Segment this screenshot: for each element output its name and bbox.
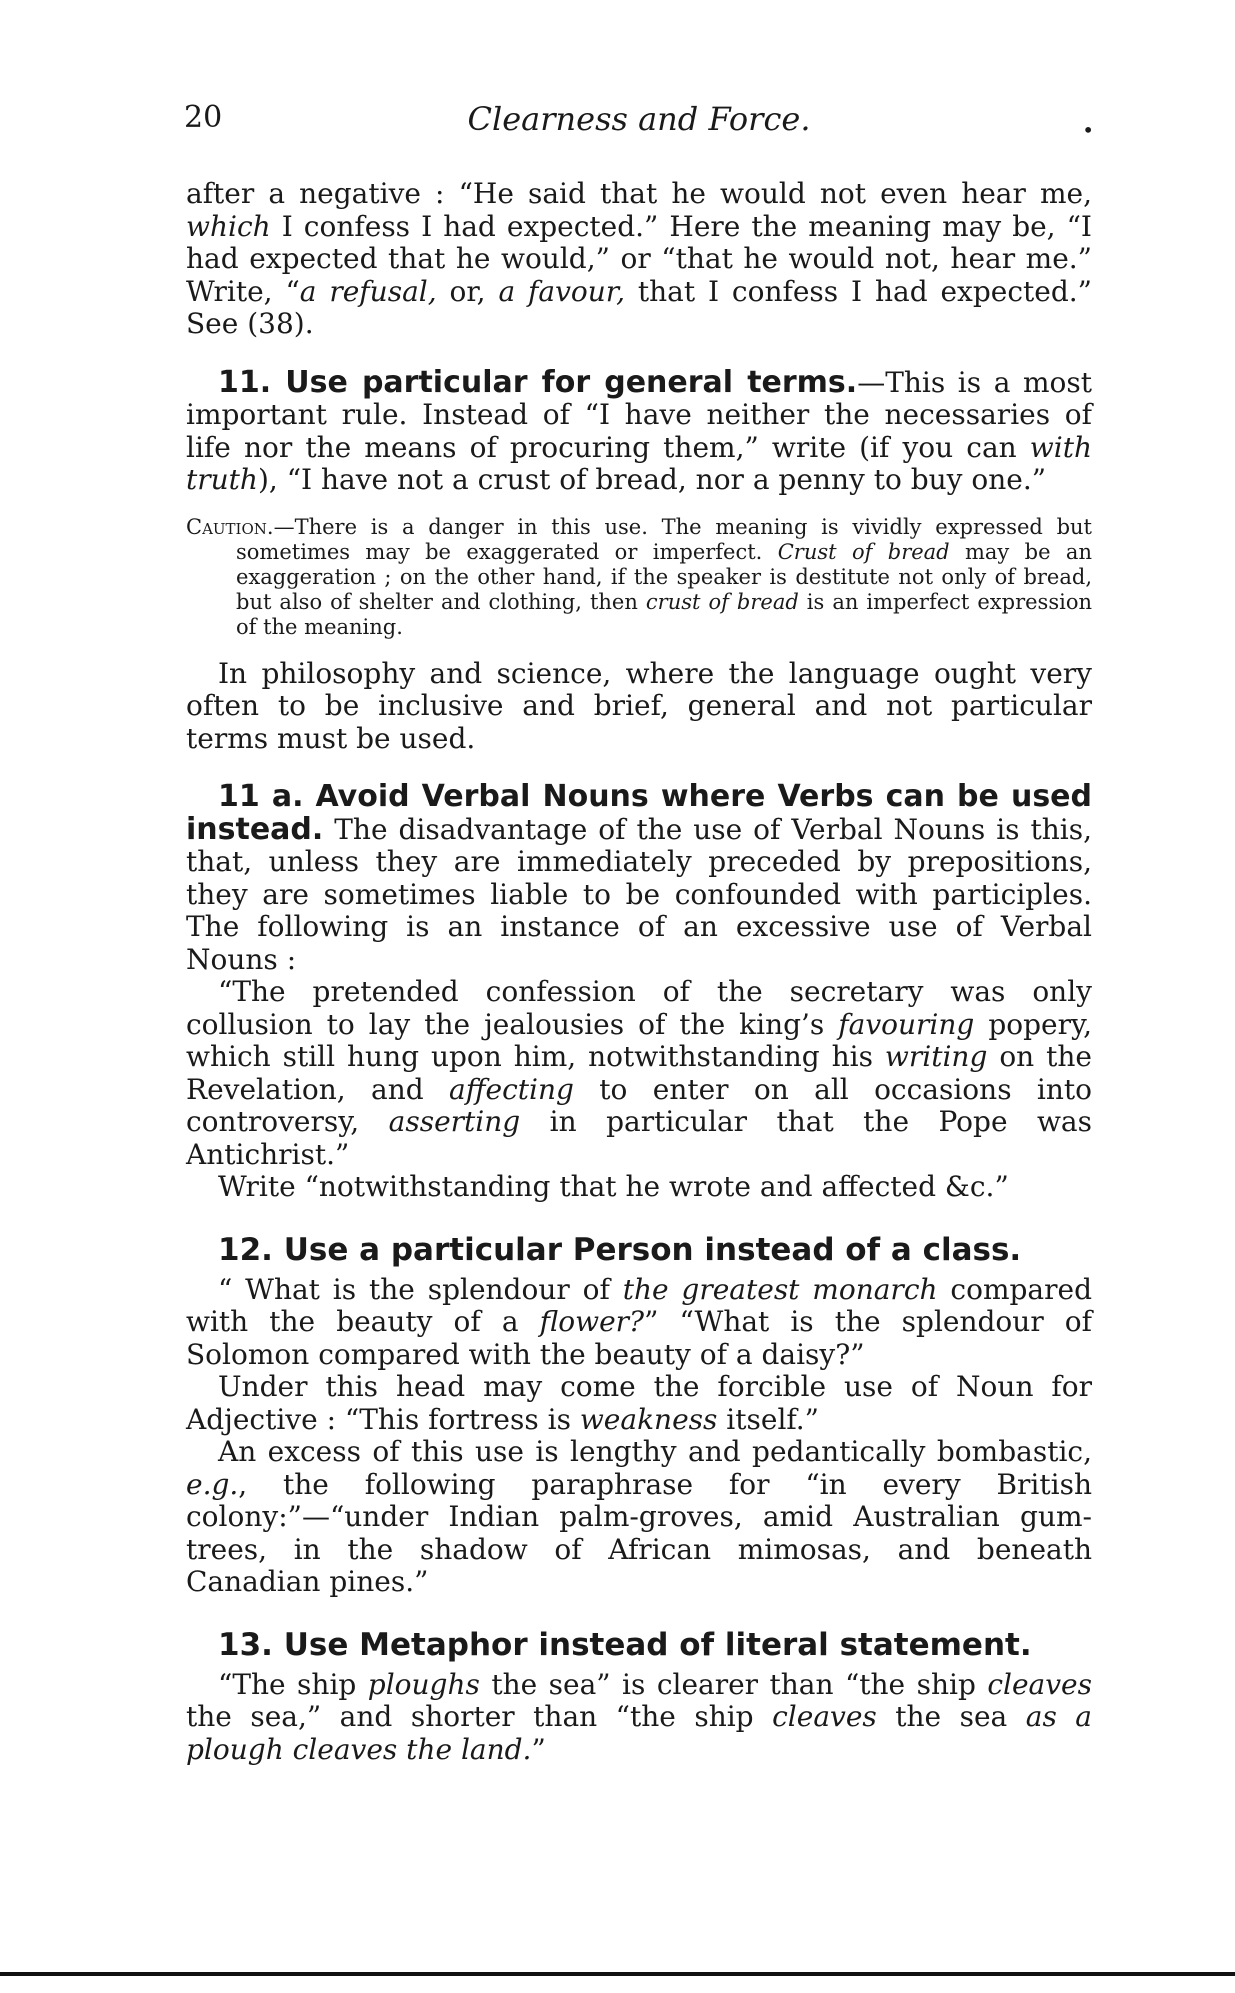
header-dot: • [1082, 118, 1094, 142]
section-12-para-3: An excess of this use is lengthy and pedantically bombastic, e.g., the following paraphrase for “in every British colony:”—“under Indian palm-groves, amid Australian gum-trees, in the shadow of African mimosas, and beneath Canadian pines.” [186, 1435, 1092, 1598]
section-11a-heading: 11 a. Avoid Verbal Nouns where Verbs can be used instead. [186, 779, 1092, 847]
bottom-border [0, 1972, 1235, 1976]
section-13-para: “The ship ploughs the sea” is clearer than “the ship cleaves the sea,” and shorter than “the ship cleaves the sea as a plough cleaves the land.” [186, 1667, 1092, 1766]
section-11: 11. Use particular for general terms.—This is a most important rule. Instead of “I have neither the necessaries of life nor the means of procuring them,” write (if you can with truth), “I have not a crust of bread, nor a penny to buy one.” [186, 364, 1092, 496]
section-13-heading: 13. Use Metaphor instead of literal statement. [218, 1626, 1032, 1663]
section-12-heading: 12. Use a particular Person instead of a class. [218, 1231, 1022, 1268]
caution-note: Caution.—There is a danger in this use. The meaning is vividly expressed but sometimes may be exaggerated or imperfect. Crust of bread may be an exaggeration ; on the other hand, if the speaker is destitute not only of bread, but also of shelter and clothing, then crust of bread is an imperfect expression of the meaning. [186, 514, 1092, 639]
page-number: 20 [184, 100, 223, 135]
page-body [186, 178, 1092, 1766]
running-title: Clearness and Force. [467, 100, 811, 138]
paragraph-continued: after a negative : “He said that he would not even hear me, which I confess I had expected.” Here the meaning may be, “I had expected that he would,” or “that he would not, hear me.” Write, “a refusal, or, a favour, that I confess I had expected.” See (38). [186, 177, 1092, 340]
section-11a-quote: “The pretended confession of the secretary was only collusion to lay the jealousies of the king’s favouring popery, which still hung upon him, notwithstanding his writing on the Revelation, and affecting to enter on all occasions into controversy, asserting in particular that the Pope was Antichrist.” [186, 975, 1093, 1171]
caution-label: Caution. [186, 514, 274, 539]
page-header [184, 100, 1094, 150]
section-11a: 11 a. Avoid Verbal Nouns where Verbs can be used instead. The disadvantage of the use of Verbal Nouns is this, that, unless they are immediately preceded by prepositions, they are sometimes liable to be confounded with participles. The following is an instance of an excessive use of Verbal Nouns : [186, 779, 1092, 976]
section-12-para-2: Under this head may come the forcible use of Noun for Adjective : “This fortress is weakness itself.” [186, 1370, 1092, 1436]
section-12-para-1: “ What is the splendour of the greatest monarch compared with the beauty of a flower?” “What is the splendour of Solomon compared with the beauty of a daisy?” [186, 1272, 1092, 1371]
section-11a-write: Write “notwithstanding that he wrote and affected &c.” [218, 1170, 1009, 1203]
section-11-heading: 11. Use particular for general terms. [218, 364, 858, 400]
philosophy-paragraph: In philosophy and science, where the language ought very often to be inclusive and brief, general and not particular terms must be used. [186, 656, 1092, 755]
